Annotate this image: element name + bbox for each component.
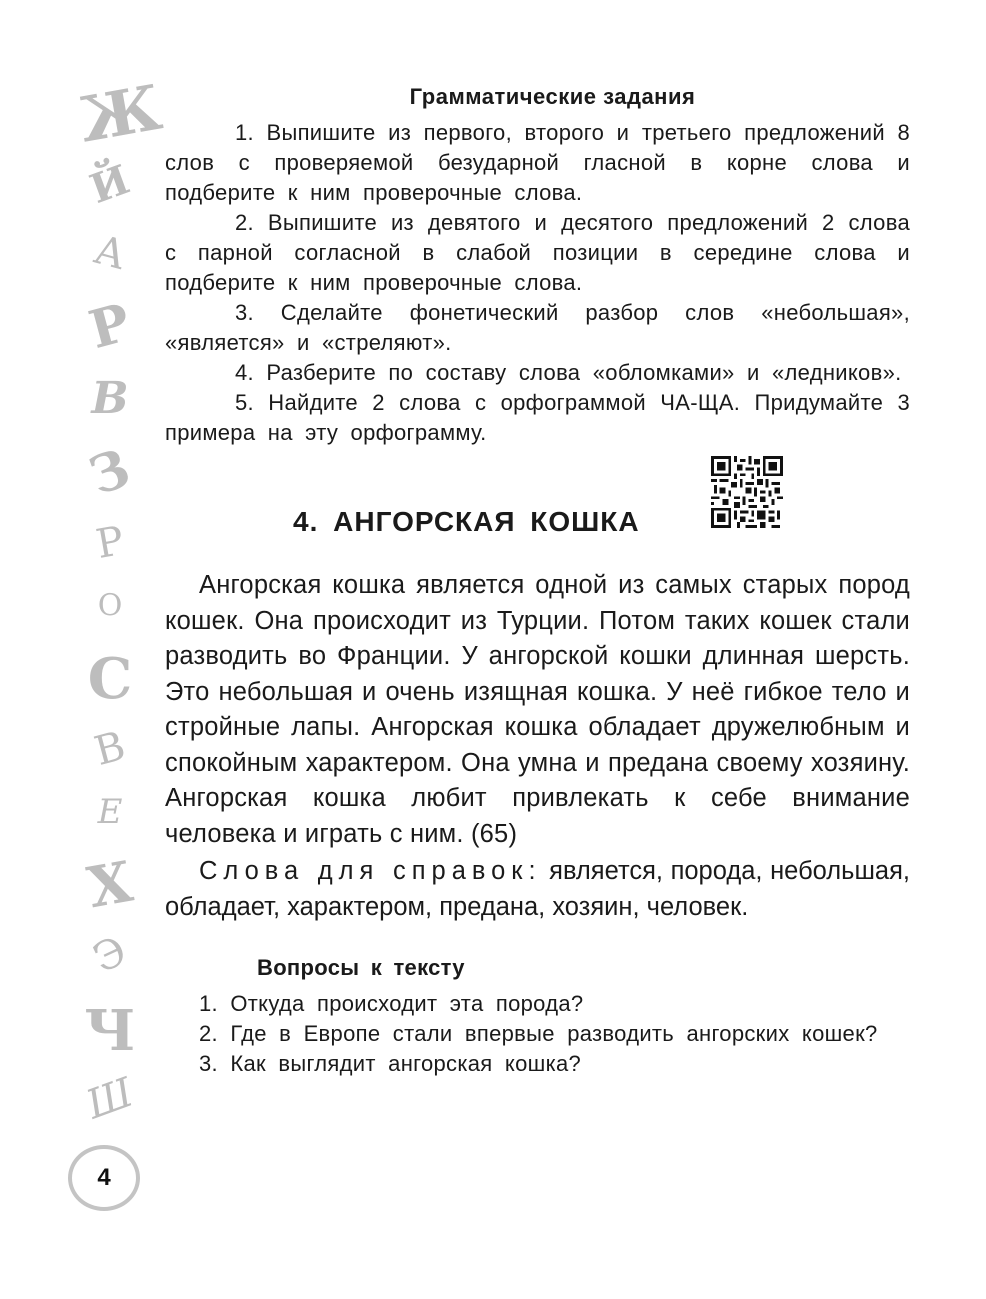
page-number: 4 <box>68 1145 140 1211</box>
questions-title: Вопросы к тексту <box>257 955 465 980</box>
grammar-task: 1. Выпишите из первого, второго и третьего предложений 8 слов с проверяемой безударной гласной в корне слова и подберите к ним проверочные слова. <box>165 120 910 205</box>
decor-letter: С <box>87 646 133 712</box>
content <box>165 84 910 1079</box>
decor-letter: З <box>81 437 138 508</box>
grammar-task: 5. Найдите 2 слова с орфограммой ЧА-ЩА. Придумайте 3 примера на эту орфограмму. <box>165 390 910 445</box>
story-text: Ангорская кошка является одной из самых старых пород кошек. Она происходит из Турции. Потом таких кошек стали разводить во Франции. У ангорской кошки длинная шерсть. Это небольшая и очень изящная кошка. У неё гибкое тело и стройные лапы. Ангорская кошка обладает дружелюбным и спокойным характером. Она умна и предана своему хозяину. Ангорская кошка любит привлекать к себе внимание человека и играть с ним. (65) <box>165 571 910 848</box>
grammar-title: Грамматические задания <box>409 84 696 109</box>
decor-letter: Х <box>82 848 138 922</box>
decor-letter: В <box>91 373 129 424</box>
grammar-task: 3. Сделайте фонетический разбор слов «небольшая», «является» и «стреляют». <box>165 300 910 355</box>
decor-letter: Ч <box>84 998 136 1064</box>
reference-label: Слова для справок: <box>199 857 542 885</box>
decor-letter: О <box>97 588 123 623</box>
decor-letter: Р <box>83 291 137 362</box>
decor-letter: Ж <box>74 70 167 157</box>
grammar-task: 4. Разберите по составу слова «обломками» и «ледников». <box>235 360 902 385</box>
decor-letter: Й <box>84 155 136 214</box>
decor-letter: Р <box>92 518 128 568</box>
heading-row <box>165 456 910 556</box>
text-title: 4. АНГОРСКАЯ КОШКА <box>293 506 640 537</box>
decor-letter: В <box>89 722 131 776</box>
question-item: 2. Где в Европе стали впервые разводить ангорских кошек? <box>199 1021 878 1046</box>
qr-code-icon <box>711 456 783 528</box>
decor-letter: Е <box>97 792 123 832</box>
decor-letter: Э <box>86 927 134 983</box>
question-item: 1. Откуда происходит эта порода? <box>199 991 584 1016</box>
question-item: 3. Как выглядит ангорская кошка? <box>199 1051 582 1076</box>
reference-list: является, порода, небольшая, обладает, характером, предана, хозяин, человек. <box>165 857 910 921</box>
decor-letter: Ш <box>80 1069 140 1129</box>
alphabet-strip <box>74 70 167 1129</box>
grammar-task: 2. Выпишите из девятого и десятого предложений 2 слова с парной согласной в слабой позиции в середине слова и подберите к ним проверочные слова. <box>165 210 910 295</box>
decor-letter: А <box>89 226 131 280</box>
reference-words <box>165 854 910 925</box>
